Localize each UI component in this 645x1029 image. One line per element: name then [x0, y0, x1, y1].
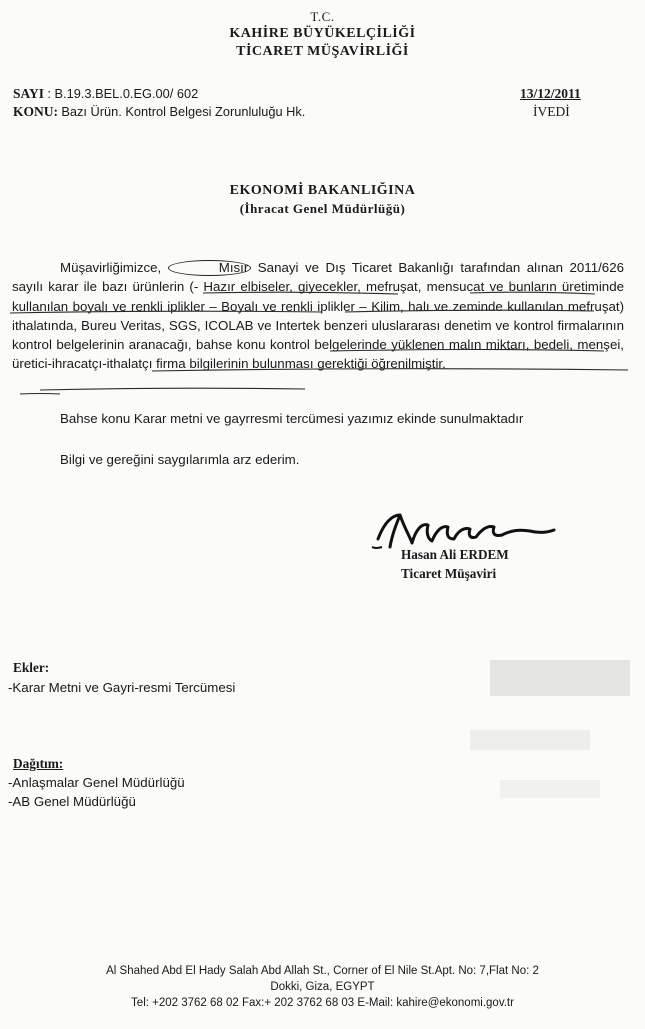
letterhead-embassy: KAHİRE BÜYÜKELÇİLİĞİ	[229, 26, 416, 41]
footer-contact: Tel: +202 3762 68 02 Fax:+ 202 3762 68 03 E-Mail: kahire@ekonomi.gov.tr	[131, 997, 514, 1009]
attachment-item: -Karar Metni ve Gayri-resmi Tercümesi	[8, 680, 236, 695]
konu-label: KONU:	[13, 104, 58, 119]
distribution-item: -Anlaşmalar Genel Müdürlüğü	[8, 775, 185, 790]
date: 13/12/2011	[520, 86, 581, 101]
circled-word: Mısır	[168, 260, 252, 276]
scan-noise	[490, 660, 630, 696]
handwritten-underlines	[0, 0, 645, 420]
letterhead-office: TİCARET MÜŞAVİRLİĞİ	[236, 44, 409, 59]
addressee-department: (İhracat Genel Müdürlüğü)	[239, 201, 406, 216]
p1-text-b: Sanayi ve Dış Ticaret Bakanlığı tarafından alınan 2011/626 sayılı karar ile bazı ürünlerin (- Hazır elbiseler, giyecekler, mefruşat, mensucat ve bunların üretiminde kullanılan boyalı ve renkli iplikler – Boyalı ve renkli iplikler – Kilim, halı ve zeminde kullanılan mefruşat) ithalatında, Bureu Veritas, SGS, ICOLAB ve Intertek benzeri uluslararası denetim ve kontrol firmalarının kontrol belgelerinin aranacağı, bahse konu kontrol belgelerinde yüklenen malın miktarı, bedeli, menşei, üretici-ihracatçı-ithalatçı firma bilgilerinin bulunması gerektiği öğrenilmiştir.	[12, 260, 624, 372]
attachments-label: Ekler:	[13, 660, 50, 675]
signatory-name: Hasan Ali ERDEM	[401, 547, 509, 562]
scan-noise	[470, 730, 590, 750]
letterhead-tc: T.C.	[310, 9, 335, 24]
konu-value: Bazı Ürün. Kontrol Belgesi Zorunluluğu Hk.	[61, 104, 306, 119]
addressee-ministry: EKONOMİ BAKANLIĞINA	[229, 183, 416, 198]
p1-text-a: Müşavirliğimizce,	[60, 260, 168, 275]
priority: İVEDİ	[533, 104, 570, 119]
footer-city: Dokki, Giza, EGYPT	[270, 981, 375, 993]
scan-noise	[500, 780, 600, 798]
sayi-label: SAYI	[13, 86, 45, 101]
body-paragraph-3: Bilgi ve gereğini saygılarımla arz ederim.	[60, 452, 300, 467]
sayi-value: : B.19.3.BEL.0.EG.00/ 602	[47, 86, 199, 101]
footer-address: Al Shahed Abd El Hady Salah Abd Allah St., Corner of El Nile St.Apt. No: 7,Flat No: 2	[106, 965, 539, 977]
distribution-label: Dağıtım:	[13, 756, 64, 771]
signatory-title: Ticaret Müşaviri	[401, 566, 497, 581]
body-paragraph-2: Bahse konu Karar metni ve gayrresmi tercümesi yazımız ekinde sunulmaktadır	[60, 411, 524, 426]
distribution-item: -AB Genel Müdürlüğü	[8, 794, 136, 809]
